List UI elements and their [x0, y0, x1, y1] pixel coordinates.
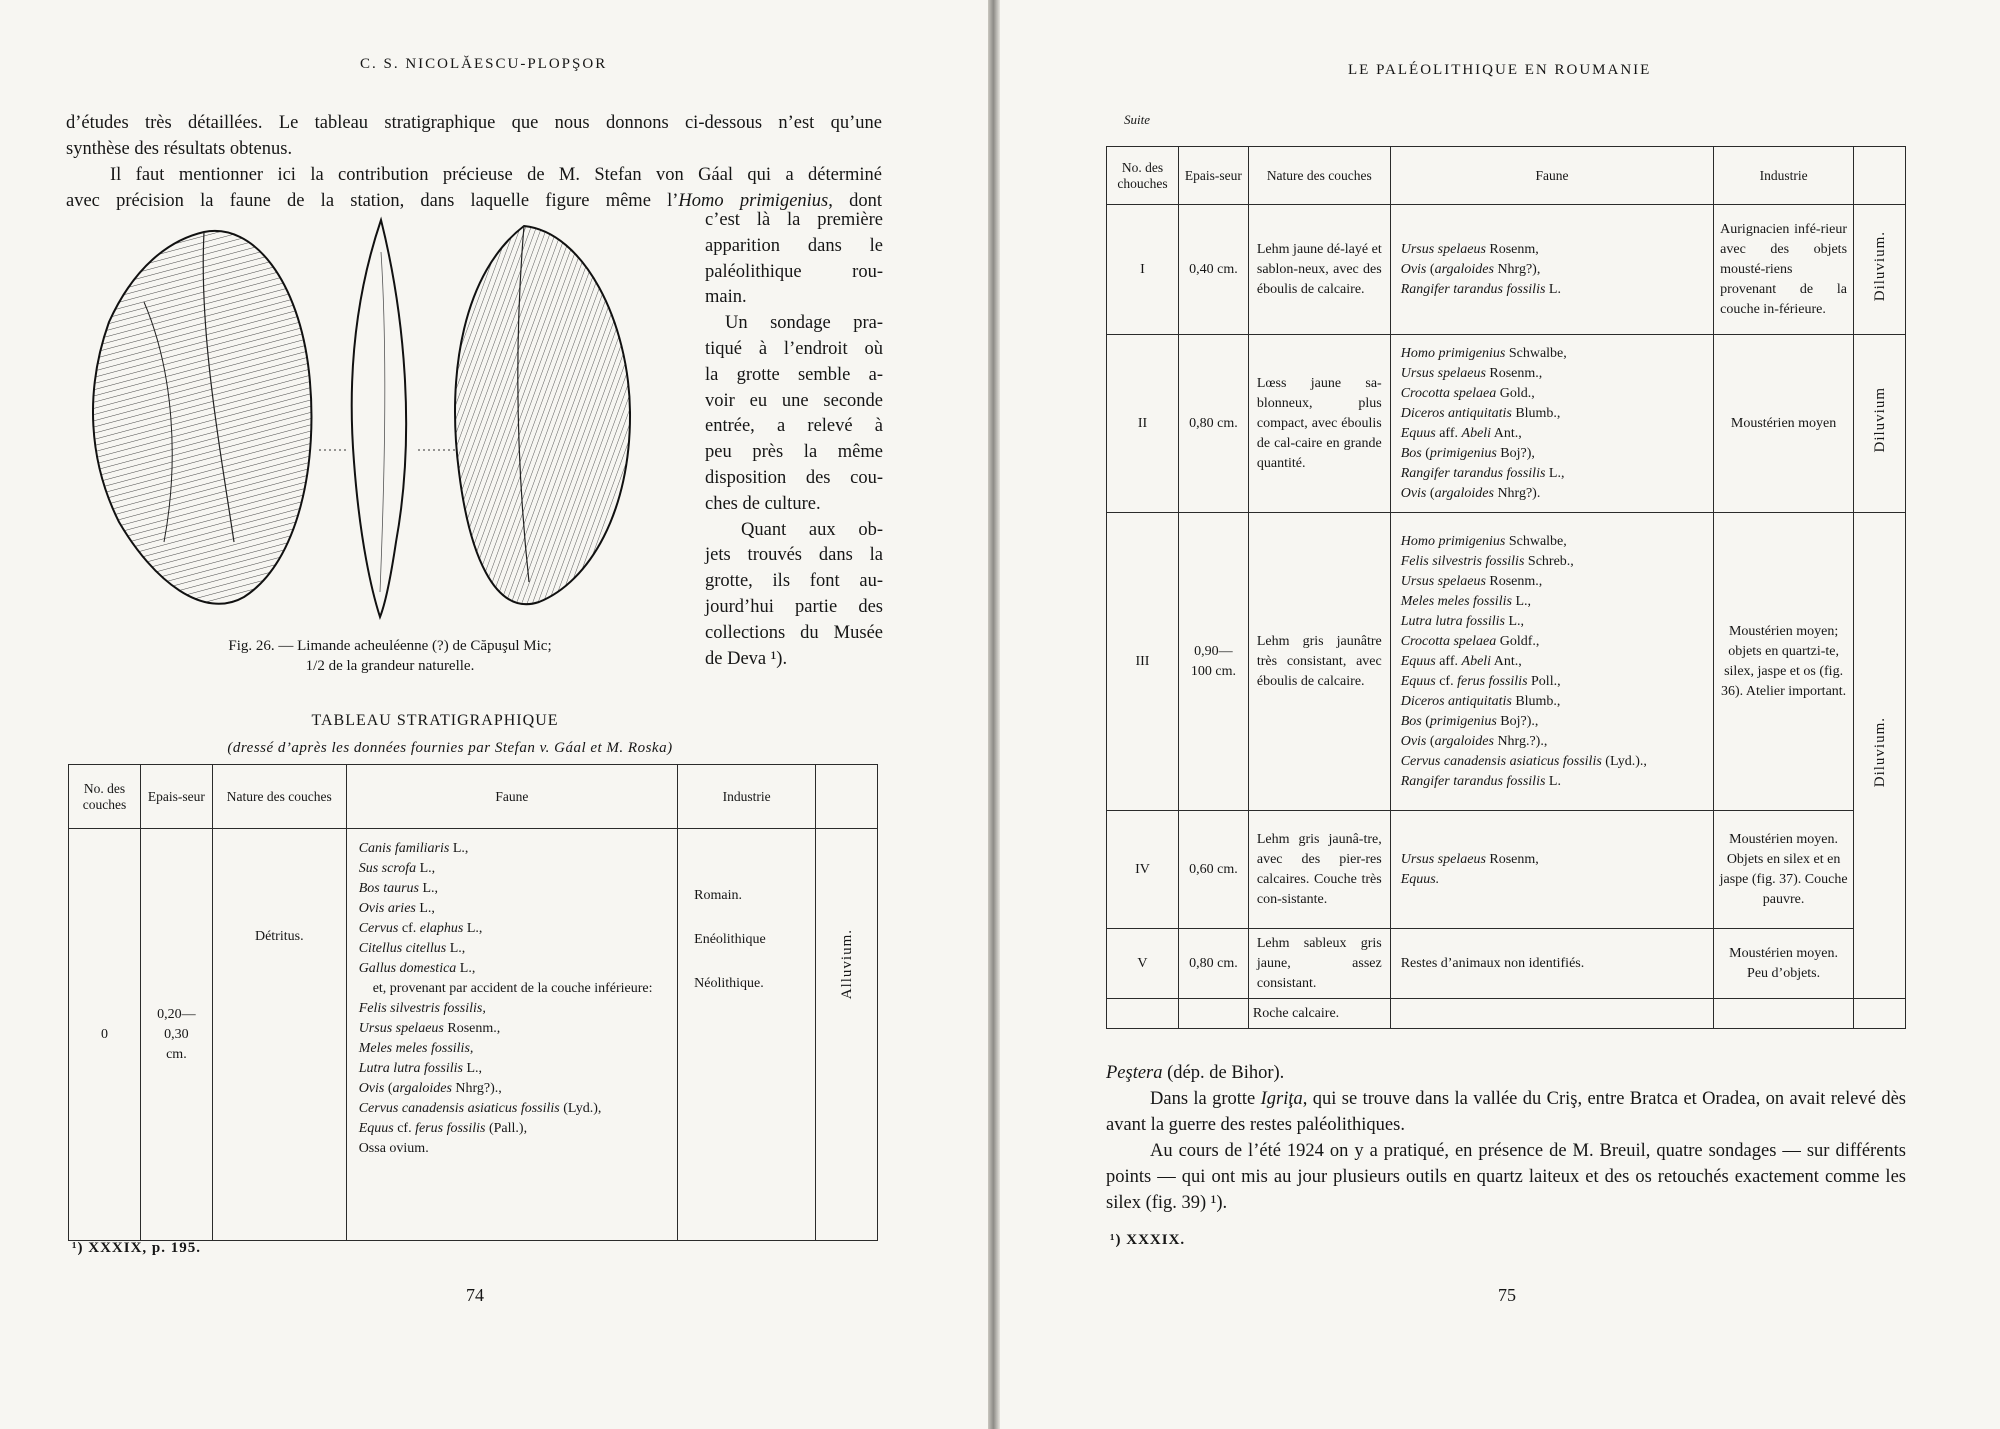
header-industrie: Industrie [1714, 147, 1854, 205]
fauna-item: Felis silvestris fossilis Schreb., [1400, 553, 1574, 569]
fauna-item: Ursus spelaeus Rosenm, [1400, 241, 1539, 257]
figure-caption-line-2: 1/2 de la grandeur naturelle. [305, 658, 475, 674]
table-subtitle: (dressé d’après les données fournies par Stefan v. Gáal et M. Roska) [227, 740, 673, 756]
running-head-left: C. S. NICOLĂESCU-PLOPŞOR [360, 56, 608, 72]
header-epaisseur: Epais-seur [1178, 147, 1248, 205]
table-row [1107, 811, 1906, 929]
para1-b: , qui se trouve dans la vallée du Criş, entre Bratca et Oradea, on avait relevé dès avant la guerre des restes paléolithiques. [1106, 1089, 1906, 1135]
wrap-line: entrée, a relevé à [705, 416, 883, 437]
cell-faune [1390, 335, 1713, 513]
fauna-item: Gallus domestica L., [358, 961, 476, 976]
cell-industrie [678, 829, 816, 1241]
cell-no: 0 [69, 829, 141, 1241]
header-epoque [1854, 147, 1906, 205]
fauna-item: Ovis (argaloides Nhrg?). [1400, 485, 1541, 501]
fauna-item: Equus cf. ferus fossilis Poll., [1400, 673, 1561, 689]
cell-epoque [1854, 999, 1906, 1029]
intro-line-4: avec précision la faune de la station, dans laquelle figure même l’Homo primigenius, dont [66, 191, 882, 211]
fauna-item: Ovis (argaloides Nhrg?)., [358, 1081, 502, 1096]
table-row [1107, 335, 1906, 513]
cell-faune [1390, 205, 1713, 335]
fauna-item: Equus aff. Abeli Ant., [1400, 425, 1522, 441]
fauna-item: Rangifer tarandus fossilis L., [1400, 465, 1565, 481]
fauna-item: Rangifer tarandus fossilis L. [1400, 773, 1561, 789]
fauna-item: Bos (primigenius Boj?), [1400, 445, 1535, 461]
wrap-line: la grotte semble a- [705, 364, 883, 385]
fauna-item: Ovis (argaloides Nhrg.?)., [1400, 733, 1548, 749]
fauna-item: Felis silvestris fossilis, [358, 1001, 486, 1016]
wrap-line: paléolithique rou- [705, 261, 883, 282]
page-number-left: 74 [466, 1285, 484, 1305]
table-row [1107, 513, 1906, 811]
fauna-item: Crocotta spelaea Gold., [1400, 385, 1535, 401]
section-title: Peştera [1106, 1063, 1163, 1083]
cell-no [1107, 999, 1179, 1029]
wrap-line: Un sondage pra- [725, 313, 883, 334]
cell-industrie: Moustérien moyen. Peu d’objets. [1714, 929, 1854, 999]
handaxe-figure [84, 212, 684, 632]
header-epoque [816, 765, 878, 829]
fauna-item: Cervus canadensis asiaticus fossilis (Lyd.), [358, 1101, 602, 1116]
fauna-item: Ossa ovium. [358, 1141, 429, 1156]
epoque-label: Diluvium. [1871, 230, 1888, 302]
header-no: No. des couches [69, 765, 141, 829]
section-title-rest: (dép. de Bihor). [1162, 1063, 1285, 1083]
strat-table-left [68, 764, 878, 1241]
wrap-line: de Deva ¹). [705, 648, 788, 669]
cell-epoque [1854, 205, 1906, 335]
cell-epoque [816, 829, 878, 1241]
wrap-line: grotte, ils font au- [705, 571, 883, 592]
fauna-item: Homo primigenius Schwalbe, [1400, 533, 1567, 549]
cell-nature: Lehm jaune dé-layé et sablon-neux, avec des éboulis de calcaire. [1248, 205, 1390, 335]
industrie-item: Néolithique. [694, 976, 764, 991]
wrap-line: disposition des cou- [705, 467, 883, 488]
fauna-item: Ursus spelaeus Rosenm, [1400, 851, 1539, 867]
cell-nature: Lœss jaune sa-blonneux, plus compact, avec éboulis de cal-caire en grande quantité. [1248, 335, 1390, 513]
cell-no: II [1107, 335, 1179, 513]
industrie-item: Romain. [694, 888, 742, 903]
footnote-left: ¹) XXXIX, p. 195. [72, 1240, 202, 1256]
fauna-item: Equus. [1400, 871, 1440, 887]
fauna-item: Lutra lutra fossilis L., [358, 1061, 483, 1076]
epoque-label: Diluvium. [1871, 716, 1888, 788]
table-title: TABLEAU STRATIGRAPHIQUE [311, 712, 559, 729]
fauna-note: et, provenant par accident de la couche inférieure: [372, 981, 653, 996]
intro-line-1: d’études très détaillées. Le tableau stratigraphique que nous donnons ci-dessous n’est qu’une [66, 113, 882, 133]
wrap-line: Quant aux ob- [741, 519, 883, 540]
wrap-line: c’est là la première [705, 210, 883, 230]
figure-caption-line-1: Fig. 26. — Limande acheuléenne (?) de Căpuşul Mic; [228, 638, 552, 654]
fauna-item: Bos taurus L., [358, 881, 439, 896]
cell-nature: Lehm sableux gris jaune, assez consistant. [1248, 929, 1390, 999]
footnote-right: ¹) XXXIX. [1110, 1232, 1186, 1248]
cell-epaisseur: 0,90— 100 cm. [1178, 513, 1248, 811]
cell-nature: Détritus. [212, 829, 346, 1241]
cell-epaisseur [1178, 999, 1248, 1029]
section-pestera [1106, 1060, 1906, 1216]
wrap-line: jourd’hui partie des [705, 596, 883, 617]
cell-industrie: Moustérien moyen. Objets en silex et en jaspe (fig. 37). Couche pauvre. [1714, 811, 1854, 929]
cell-epaisseur: 0,40 cm. [1178, 205, 1248, 335]
wrap-line: voir eu une seconde [705, 390, 883, 411]
cell-epoque [1854, 513, 1906, 999]
section-heading [1106, 1060, 1906, 1086]
fauna-item: Lutra lutra fossilis L., [1400, 613, 1525, 629]
cell-nature: Lehm gris jaunâtre très consistant, avec éboulis de calcaire. [1248, 513, 1390, 811]
page-right [1000, 0, 2000, 1429]
cell-epaisseur: 0,20— 0,30 cm. [140, 829, 212, 1241]
figure-caption [150, 636, 630, 676]
header-epaisseur: Epais-seur [140, 765, 212, 829]
fauna-item: Homo primigenius Schwalbe, [1400, 345, 1567, 361]
fauna-item: Canis familiaris L., [358, 841, 469, 856]
cell-industrie: Moustérien moyen [1714, 335, 1854, 513]
wrap-line: main. [705, 287, 747, 308]
epoque-label: Diluvium [1871, 387, 1888, 453]
wrap-text-column [705, 208, 883, 672]
paragraph-2: Au cours de l’été 1924 on y a pratiqué, en présence de M. Breuil, quatre sondages — sur différents points — qui ont mis au jour plusieurs outils en quartz laiteux et des os retouchés exactement comme les silex (fig. 39) ¹). [1106, 1141, 1906, 1213]
cell-no: IV [1107, 811, 1179, 929]
fauna-item: Citellus citellus L., [358, 941, 466, 956]
wrap-line: apparition dans le [705, 235, 883, 256]
para1-italic: Igriţa [1260, 1089, 1303, 1109]
cell-epaisseur: 0,60 cm. [1178, 811, 1248, 929]
cell-epaisseur: 0,80 cm. [1178, 929, 1248, 999]
cell-industrie [1714, 999, 1854, 1029]
running-head-right: LE PALÉOLITHIQUE EN ROUMANIE [1348, 62, 1652, 78]
cell-industrie: Aurignacien infé-rieur avec des objets mousté-riens provenant de la couche in-férieure. [1714, 205, 1854, 335]
cell-faune [1390, 811, 1713, 929]
fauna-item: Diceros antiquitatis Blumb., [1400, 405, 1561, 421]
cell-epoque [1854, 335, 1906, 513]
intro-line-2: synthèse des résultats obtenus. [66, 139, 293, 159]
fauna-item: Meles meles fossilis L., [1400, 593, 1531, 609]
cell-faune [1390, 999, 1713, 1029]
fauna-item: Equus cf. ferus fossilis (Pall.), [358, 1121, 528, 1136]
epoque-label: Alluvium. [838, 929, 855, 1000]
para1-a: Dans la grotte [1150, 1089, 1261, 1109]
fauna-item: Ursus spelaeus Rosenm., [1400, 573, 1543, 589]
fauna-item: Meles meles fossilis, [358, 1041, 474, 1056]
handaxe-face-left [93, 231, 311, 604]
cell-faune: Restes d’animaux non identifiés. [1390, 929, 1713, 999]
strat-table-right [1106, 146, 1906, 1029]
page-number-right: 75 [1498, 1285, 1516, 1305]
fauna-item: Ursus spelaeus Rosenm., [1400, 365, 1543, 381]
cell-faune [346, 829, 677, 1241]
industrie-item: Enéolithique [694, 932, 766, 947]
header-no: No. des chouches [1107, 147, 1179, 205]
intro-line-3: Il faut mentionner ici la contribution précieuse de M. Stefan von Gáal qui a déterminé [110, 165, 882, 185]
wrap-line: collections du Musée [705, 622, 883, 643]
table-row [1107, 205, 1906, 335]
handaxe-profile [352, 220, 406, 617]
fauna-item: Diceros antiquitatis Blumb., [1400, 693, 1561, 709]
cell-no: V [1107, 929, 1179, 999]
header-nature: Nature des couches [1248, 147, 1390, 205]
cell-faune [1390, 513, 1713, 811]
book-gutter [988, 0, 1000, 1429]
fauna-item: Cervus cf. elaphus L., [358, 921, 483, 936]
fauna-item: Rangifer tarandus fossilis L. [1400, 281, 1561, 297]
fauna-item: Bos (primigenius Boj?)., [1400, 713, 1539, 729]
wrap-line: jets trouvés dans la [705, 545, 883, 566]
cell-industrie: Moustérien moyen; objets en quartzi-te, silex, jaspe et os (fig. 36). Atelier important. [1714, 513, 1854, 811]
table-row [69, 829, 878, 1241]
cell-no: III [1107, 513, 1179, 811]
cell-epaisseur: 0,80 cm. [1178, 335, 1248, 513]
header-faune: Faune [1390, 147, 1713, 205]
table-row [1107, 929, 1906, 999]
fauna-item: Ovis (argaloides Nhrg?), [1400, 261, 1541, 277]
cell-nature: Lehm gris jaunâ-tre, avec des pier-res calcaires. Couche très con-sistante. [1248, 811, 1390, 929]
intro-text [66, 110, 882, 214]
fauna-item: Cervus canadensis asiaticus fossilis (Lyd.)., [1400, 753, 1647, 769]
fauna-item: Crocotta spelaea Goldf., [1400, 633, 1540, 649]
table-suite-label: Suite [1124, 112, 1150, 127]
header-nature: Nature des couches [212, 765, 346, 829]
fauna-item: Ovis aries L., [358, 901, 435, 916]
header-industrie: Industrie [678, 765, 816, 829]
wrap-line: ches de culture. [705, 493, 821, 514]
fauna-item: Sus scrofa L., [358, 861, 436, 876]
table-row [1107, 999, 1906, 1029]
cell-no: I [1107, 205, 1179, 335]
cell-nature: Roche calcaire. [1248, 999, 1390, 1029]
page-left [0, 0, 988, 1429]
fauna-item: Equus aff. Abeli Ant., [1400, 653, 1522, 669]
paragraph-1 [1106, 1086, 1906, 1138]
wrap-line: tiqué à l’endroit où [705, 338, 883, 359]
handaxe-face-right [455, 226, 630, 604]
header-faune: Faune [346, 765, 677, 829]
fauna-item: Ursus spelaeus Rosenm., [358, 1021, 501, 1036]
wrap-line: peu près la même [705, 442, 883, 463]
